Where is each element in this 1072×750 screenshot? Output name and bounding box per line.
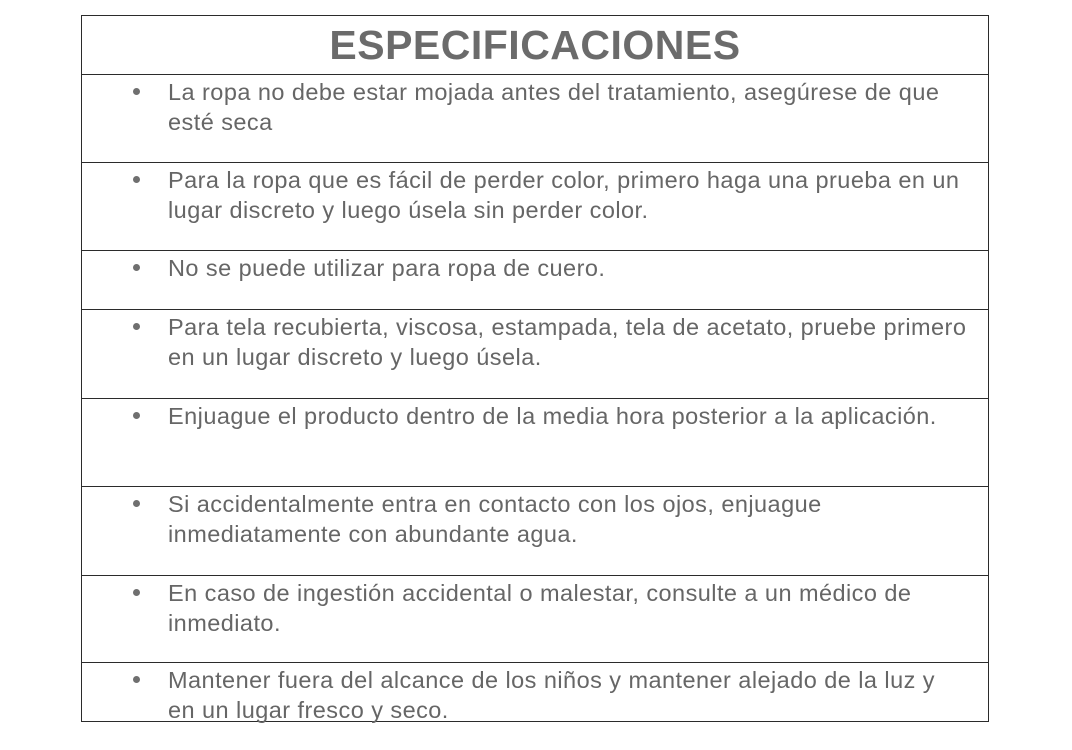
list-item: [82, 576, 988, 663]
bullet-icon: [133, 264, 140, 271]
list-item-text: En caso de ingestión accidental o malestar, consulte a un médico de inmediato.: [168, 580, 912, 636]
list-item-text: Enjuague el producto dentro de la media hora posterior a la aplicación.: [168, 403, 937, 429]
list-item: [82, 487, 988, 576]
bullet-icon: [133, 589, 140, 596]
list-item: [82, 75, 988, 163]
bullet-icon: [133, 500, 140, 507]
bullet-icon: [133, 676, 140, 683]
list-item-text: La ropa no debe estar mojada antes del tratamiento, asegúrese de que esté seca: [168, 79, 940, 135]
list-item-text: Mantener fuera del alcance de los niños y mantener alejado de la luz y en un lugar fresco y seco.: [168, 667, 935, 723]
bullet-icon: [133, 412, 140, 419]
bullet-icon: [133, 88, 140, 95]
bullet-icon: [133, 323, 140, 330]
list-item: [82, 399, 988, 487]
list-item-text: Si accidentalmente entra en contacto con los ojos, enjuague inmediatamente con abundante agua.: [168, 491, 822, 547]
list-item-text: Para la ropa que es fácil de perder color, primero haga una prueba en un lugar discreto y luego úsela sin perder color.: [168, 167, 960, 223]
list-item: [82, 251, 988, 310]
list-item-text: Para tela recubierta, viscosa, estampada, tela de acetato, pruebe primero en un lugar discreto y luego úsela.: [168, 314, 967, 370]
list-item: [82, 310, 988, 399]
list-item: [82, 163, 988, 251]
title-text: ESPECIFICACIONES: [329, 21, 741, 68]
bullet-icon: [133, 176, 140, 183]
list-item: [82, 663, 988, 721]
table-title: [82, 16, 988, 75]
list-item-text: No se puede utilizar para ropa de cuero.: [168, 255, 606, 281]
specifications-table: [81, 15, 989, 722]
